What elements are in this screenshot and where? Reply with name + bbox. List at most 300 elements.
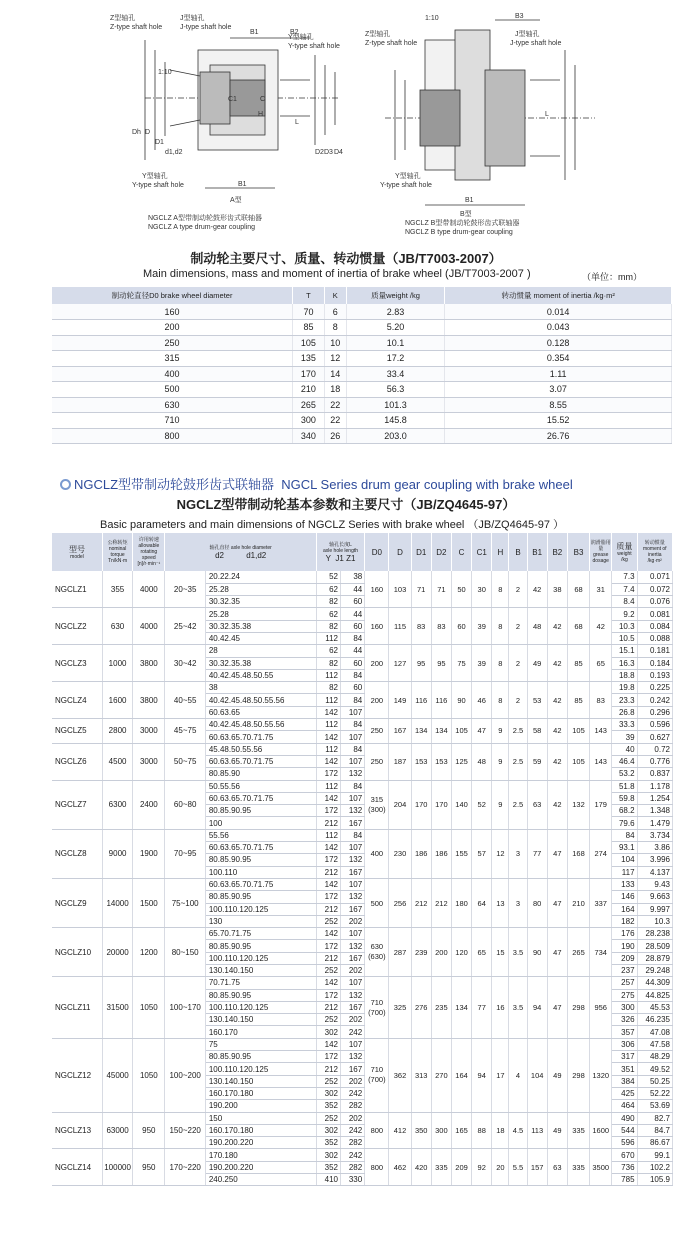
inertia-cell: 1.178 [637,780,672,792]
dim-c1-cell: 65 [472,928,492,977]
dim-g-cell: 31 [590,571,612,608]
dim-d-cell: 127 [389,645,411,682]
label-c: C [260,96,266,103]
weight-cell: 40 [612,743,637,755]
bore-list-cell: 100.110.120.125 [205,1001,316,1013]
dim-c-cell: 75 [451,645,471,682]
bore-list-cell: 80.85.90 [205,768,316,780]
t1-cell: 203.0 [346,428,445,444]
dim-b3-cell: 132 [567,780,589,829]
dim-d-cell: 115 [389,608,411,645]
inertia-cell: 53.69 [637,1100,672,1112]
t1-cell: 0.043 [445,320,672,336]
inertia-cell: 86.67 [637,1137,672,1149]
dim-h-cell: 12 [492,829,509,878]
dim-d-cell: 187 [389,743,411,780]
torque-cell: 9000 [102,829,132,878]
t1-cell: 340 [293,428,325,444]
length-y-cell: 252 [316,915,340,927]
dim-d-cell: 256 [389,878,411,927]
label-y2-en: Y-type shaft hole [132,182,184,189]
th-c: C [451,533,471,571]
weight-cell: 39 [612,731,637,743]
th-model: 型号 model [52,533,102,571]
torque-cell: 20000 [102,928,132,977]
t1-cell: 101.3 [346,397,445,413]
length-y-cell: 142 [316,878,340,890]
length-y-cell: 142 [316,1038,340,1050]
dim-b3-cell: 105 [567,743,589,780]
weight-cell: 306 [612,1038,637,1050]
inertia-cell: 4.137 [637,866,672,878]
length-j-cell: 167 [341,1001,365,1013]
length-y-cell: 142 [316,928,340,940]
label-y: Y型轴孔 [288,34,314,41]
label-b1-bottom: B1 [238,181,247,188]
weight-cell: 7.4 [612,583,637,595]
bore-list-cell: 130.140.150 [205,965,316,977]
t1-header-0: 制动轮直径D0 brake wheel diameter [52,287,293,304]
dim-d1-cell: 71 [411,571,431,608]
dim-c1-cell: 77 [472,977,492,1038]
weight-cell: 182 [612,915,637,927]
length-j-cell: 107 [341,755,365,767]
weight-cell: 10.3 [612,620,637,632]
length-y-cell: 172 [316,1051,340,1063]
t1-row [52,320,672,336]
weight-cell: 51.8 [612,780,637,792]
length-y-cell: 112 [316,694,340,706]
t1-cell: 2.83 [346,304,445,320]
bore-list-cell: 80.85.90.95 [205,891,316,903]
length-j-cell: 242 [341,1087,365,1099]
bore-list-cell: 100.110 [205,866,316,878]
dim-d2-cell: 83 [431,608,451,645]
th-b3: B3 [567,533,589,571]
dim-d-cell: 325 [389,977,411,1038]
t1-cell: 85 [293,320,325,336]
bore-list-cell: 80.85.90.95 [205,940,316,952]
label-c1: C1 [228,96,237,103]
t1-cell: 70 [293,304,325,320]
caption-a-en: NGCLZ A type drum-gear coupling [148,224,255,231]
dim-b1-cell: 80 [527,878,547,927]
length-y-cell: 172 [316,854,340,866]
th-grease: 润滑脂用量 grease dosage [590,533,612,571]
dim-d1-cell: 95 [411,645,431,682]
inertia-cell: 44.309 [637,977,672,989]
th-weight: 质量 weight /kg [612,533,637,571]
bore-list-cell: 170.180 [205,1149,316,1161]
weight-cell: 15.1 [612,645,637,657]
th-d1: D1 [411,533,431,571]
weight-cell: 133 [612,878,637,890]
inertia-cell: 47.58 [637,1038,672,1050]
length-y-cell: 52 [316,571,340,583]
length-j-cell: 167 [341,903,365,915]
length-y-cell: 410 [316,1174,340,1186]
section2-subtitle-cn: NGCLZ型带制动轮基本参数和主要尺寸（JB/ZQ4645-97） [176,497,516,512]
inertia-cell: 9.43 [637,878,672,890]
label-y2: Y型轴孔 [142,173,168,180]
dim-b1-cell: 157 [527,1149,547,1186]
length-j-cell: 44 [341,608,365,620]
inertia-cell: 44.825 [637,989,672,1001]
t1-cell: 26.76 [445,428,672,444]
dim-h-cell: 16 [492,977,509,1038]
bore-range-cell: 60~80 [165,780,205,829]
t1-cell: 300 [293,413,325,429]
weight-cell: 7.3 [612,571,637,583]
dim-b2-cell: 63 [547,1149,567,1186]
speed-cell: 3000 [133,719,165,744]
weight-cell: 209 [612,952,637,964]
length-j-cell: 330 [341,1174,365,1186]
torque-cell: 2800 [102,719,132,744]
model-cell: NGCLZ11 [52,977,102,1038]
dim-h-cell: 17 [492,1038,509,1112]
dim-d-cell: 149 [389,682,411,719]
dim-d2-cell: 235 [431,977,451,1038]
weight-cell: 736 [612,1161,637,1173]
length-j-cell: 202 [341,1075,365,1087]
length-j-cell: 44 [341,583,365,595]
bore-list-cell: 25.28 [205,583,316,595]
dim-c-cell: 140 [451,780,471,829]
dim-b-cell: 2.5 [509,719,527,744]
label-d4: D4 [334,149,343,156]
bore-list-cell: 160.170.180 [205,1087,316,1099]
t1-header-1: T [293,287,325,304]
dim-d0-cell: 200 [365,682,389,719]
bore-range-cell: 170~220 [165,1149,205,1186]
dim-h-cell: 9 [492,719,509,744]
model-cell: NGCLZ14 [52,1149,102,1186]
dim-c1-cell: 57 [472,829,492,878]
dim-g-cell: 143 [590,719,612,744]
dim-d2-cell: 212 [431,878,451,927]
speed-cell: 950 [133,1112,165,1149]
dim-d0-cell: 160 [365,608,389,645]
dim-b2-cell: 47 [547,928,567,977]
dim-b1-cell: 49 [527,645,547,682]
length-j-cell: 202 [341,965,365,977]
model-cell: NGCLZ8 [52,829,102,878]
dim-c-cell: 90 [451,682,471,719]
dim-h-cell: 8 [492,645,509,682]
dim-d2-cell: 170 [431,780,451,829]
weight-cell: 190 [612,940,637,952]
dim-b3-cell: 168 [567,829,589,878]
table-row [52,1149,673,1161]
length-j-cell: 107 [341,1038,365,1050]
speed-cell: 4000 [133,571,165,608]
t1-cell: 12 [324,351,346,367]
label-b-taper: 1:10 [425,15,439,22]
dim-c-cell: 134 [451,977,471,1038]
length-y-cell: 142 [316,842,340,854]
dim-g-cell: 83 [590,682,612,719]
bore-range-cell: 75~100 [165,878,205,927]
table-row [52,977,673,989]
section2-heading [60,474,573,493]
bore-list-cell: 30.32.35 [205,596,316,608]
t1-cell: 8.55 [445,397,672,413]
dim-b1-cell: 59 [527,743,547,780]
dim-d2-cell: 116 [431,682,451,719]
table-row [52,780,673,792]
dim-c-cell: 120 [451,928,471,977]
dim-h-cell: 8 [492,608,509,645]
label-b-y-en: Y-type shaft hole [380,182,432,189]
dim-c1-cell: 39 [472,645,492,682]
bore-list-cell: 20.22.24 [205,571,316,583]
t1-cell: 6 [324,304,346,320]
t1-cell: 250 [52,335,293,351]
dim-g-cell: 143 [590,743,612,780]
drawing-type-b [365,10,625,240]
dim-b-cell: 5.5 [509,1149,527,1186]
inertia-cell: 3.86 [637,842,672,854]
dim-b3-cell: 298 [567,1038,589,1112]
dim-c1-cell: 94 [472,1038,492,1112]
t1-header-3: 质量weight /kg [346,287,445,304]
length-y-cell: 212 [316,817,340,829]
dim-b2-cell: 42 [547,608,567,645]
label-taper: 1:10 [158,69,172,76]
inertia-cell: 28.879 [637,952,672,964]
bore-list-cell: 150 [205,1112,316,1124]
weight-cell: 785 [612,1174,637,1186]
dim-b-cell: 3 [509,878,527,927]
t1-cell: 315 [52,351,293,367]
speed-cell: 1900 [133,829,165,878]
bore-list-cell: 70.71.75 [205,977,316,989]
length-y-cell: 112 [316,780,340,792]
length-y-cell: 112 [316,632,340,644]
weight-cell: 384 [612,1075,637,1087]
inertia-cell: 0.084 [637,620,672,632]
length-j-cell: 132 [341,989,365,1001]
t1-cell: 0.014 [445,304,672,320]
section2-subtitle-en: Basic parameters and main dimensions of NGCLZ Series with brake wheel （JB/ZQ4645-97 ） [100,519,565,531]
length-y-cell: 142 [316,731,340,743]
weight-cell: 300 [612,1001,637,1013]
dim-b1-cell: 63 [527,780,547,829]
speed-cell: 3000 [133,743,165,780]
dim-g-cell: 3500 [590,1149,612,1186]
t1-cell: 0.128 [445,335,672,351]
length-j-cell: 60 [341,657,365,669]
inertia-cell: 0.596 [637,719,672,731]
length-y-cell: 142 [316,792,340,804]
dim-d1-cell: 420 [411,1149,431,1186]
length-y-cell: 212 [316,866,340,878]
dim-b1-cell: 104 [527,1038,547,1112]
inertia-cell: 0.181 [637,645,672,657]
dim-h-cell: 9 [492,743,509,780]
bore-list-cell: 30.32.35.38 [205,620,316,632]
torque-cell: 355 [102,571,132,608]
torque-cell: 45000 [102,1038,132,1112]
inertia-cell: 49.52 [637,1063,672,1075]
dim-b1-cell: 53 [527,682,547,719]
table-row [52,1038,673,1050]
dim-c-cell: 60 [451,608,471,645]
dim-d2-cell: 134 [431,719,451,744]
dim-c-cell: 50 [451,571,471,608]
bore-range-cell: 40~55 [165,682,205,719]
bore-list-cell: 40.42.45.48.50.55.56 [205,694,316,706]
dim-h-cell: 9 [492,780,509,829]
dim-d-cell: 362 [389,1038,411,1112]
label-type-a: A型 [230,197,242,204]
dim-b-cell: 2.5 [509,743,527,780]
length-y-cell: 62 [316,608,340,620]
t1-cell: 710 [52,413,293,429]
bore-list-cell: 40.42.45 [205,632,316,644]
length-j-cell: 202 [341,1014,365,1026]
dim-h-cell: 8 [492,682,509,719]
table-row [52,829,673,841]
length-j-cell: 282 [341,1100,365,1112]
length-j-cell: 242 [341,1026,365,1038]
length-j-cell: 132 [341,1051,365,1063]
caption-b-en: NGCLZ B type drum-gear coupling [405,229,513,236]
weight-cell: 104 [612,854,637,866]
dim-g-cell: 1600 [590,1112,612,1149]
table-row [52,743,673,755]
length-y-cell: 212 [316,1001,340,1013]
inertia-cell: 46.235 [637,1014,672,1026]
length-y-cell: 112 [316,719,340,731]
label-b-z-en: Z-type shaft hole [365,40,418,47]
dim-g-cell: 337 [590,878,612,927]
t1-cell: 400 [52,366,293,382]
length-y-cell: 352 [316,1137,340,1149]
length-y-cell: 142 [316,977,340,989]
length-y-cell: 302 [316,1087,340,1099]
th-b1: B1 [527,533,547,571]
length-j-cell: 167 [341,1063,365,1075]
dim-d-cell: 230 [389,829,411,878]
t1-row [52,397,672,413]
dim-d1-cell: 350 [411,1112,431,1149]
table1-unit: （单位：mm） [582,272,642,282]
bore-list-cell: 100.110.120.125 [205,903,316,915]
length-y-cell: 172 [316,989,340,1001]
length-y-cell: 62 [316,645,340,657]
dim-b2-cell: 42 [547,682,567,719]
length-j-cell: 38 [341,571,365,583]
bore-list-cell: 80.85.90.95 [205,1051,316,1063]
dim-d2-cell: 153 [431,743,451,780]
t1-cell: 105 [293,335,325,351]
inertia-cell: 1.479 [637,817,672,829]
dim-d-cell: 462 [389,1149,411,1186]
inertia-cell: 1.348 [637,805,672,817]
label-z: Z型轴孔 [110,15,136,22]
th-b2: B2 [547,533,567,571]
dim-b3-cell: 85 [567,645,589,682]
dim-b2-cell: 42 [547,780,567,829]
th-h: H [492,533,509,571]
dim-c1-cell: 39 [472,608,492,645]
t1-cell: 14 [324,366,346,382]
model-cell: NGCLZ7 [52,780,102,829]
th-length: 轴孔长度L axle hole length Y J1 Z1 [316,533,364,571]
bore-list-cell: 30.32.35.38 [205,657,316,669]
label-h: H [258,111,264,118]
bore-list-cell: 80.85.90.95 [205,989,316,1001]
length-j-cell: 132 [341,940,365,952]
dim-b3-cell: 335 [567,1112,589,1149]
table-row [52,608,673,620]
bore-range-cell: 80~150 [165,928,205,977]
model-cell: NGCLZ5 [52,719,102,744]
label-dd: d1,d2 [165,149,183,156]
length-y-cell: 302 [316,1149,340,1161]
dim-b-cell: 3.5 [509,928,527,977]
weight-cell: 84 [612,829,637,841]
t1-row [52,382,672,398]
bore-list-cell: 80.85.90.95 [205,854,316,866]
inertia-cell: 3.734 [637,829,672,841]
weight-cell: 275 [612,989,637,1001]
inertia-cell: 0.193 [637,669,672,681]
inertia-cell: 47.08 [637,1026,672,1038]
speed-cell: 950 [133,1149,165,1186]
dim-c-cell: 125 [451,743,471,780]
dim-b3-cell: 210 [567,878,589,927]
brake-wheel-table [52,287,672,444]
length-y-cell: 82 [316,682,340,694]
dim-b3-cell: 335 [567,1149,589,1186]
torque-cell: 31500 [102,977,132,1038]
table-row [52,645,673,657]
length-y-cell: 112 [316,669,340,681]
bore-list-cell: 40.42.45.48.50.55.56 [205,719,316,731]
inertia-cell: 29.248 [637,965,672,977]
dim-d0-cell: 200 [365,645,389,682]
weight-cell: 237 [612,965,637,977]
length-j-cell: 107 [341,706,365,718]
weight-cell: 18.8 [612,669,637,681]
length-y-cell: 172 [316,768,340,780]
dim-d0-cell: 630 (630) [365,928,389,977]
label-b-j-en: J-type shaft hole [510,40,562,47]
t1-cell: 500 [52,382,293,398]
dim-d0-cell: 315 (300) [365,780,389,829]
dim-b2-cell: 47 [547,829,567,878]
dim-d2-cell: 200 [431,928,451,977]
inertia-cell: 3.996 [637,854,672,866]
dim-d1-cell: 276 [411,977,431,1038]
dim-b1-cell: 58 [527,719,547,744]
bore-list-cell: 60.63.65.70.71.75 [205,731,316,743]
bore-range-cell: 100~200 [165,1038,205,1112]
bore-list-cell: 130.140.150 [205,1075,316,1087]
model-cell: NGCLZ10 [52,928,102,977]
dim-d2-cell: 270 [431,1038,451,1112]
t1-cell: 8 [324,320,346,336]
length-y-cell: 212 [316,1063,340,1075]
label-b2: B2 [290,29,299,36]
dim-c1-cell: 48 [472,743,492,780]
dim-d1-cell: 212 [411,878,431,927]
length-j-cell: 84 [341,743,365,755]
torque-cell: 63000 [102,1112,132,1149]
